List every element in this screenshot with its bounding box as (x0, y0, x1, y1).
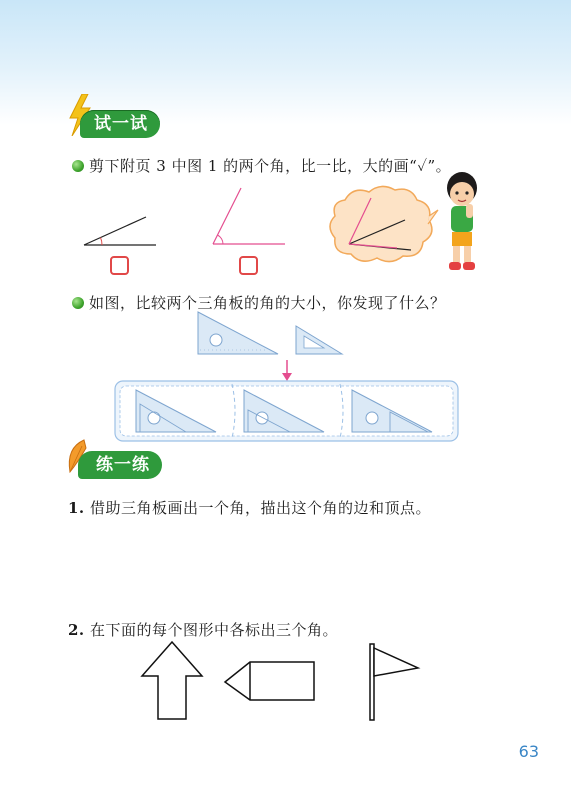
exercise-2-number: 2. (68, 621, 85, 639)
exercise-2-text: 在下面的每个图形中各标出三个角。 (89, 621, 338, 639)
section-badge-practice (78, 451, 162, 479)
arrow-up-shape[interactable] (140, 640, 204, 722)
green-bullet-icon (72, 297, 84, 309)
thought-cloud (325, 182, 440, 268)
exercise-1-text: 借助三角板画出一个角，描出这个角的边和顶点。 (89, 499, 431, 517)
flag-shape[interactable] (366, 642, 422, 722)
set-square-small (294, 324, 344, 358)
section-title-try: 试一试 (94, 114, 148, 134)
thinking-boy-illustration (440, 170, 484, 274)
set-square-large (196, 310, 281, 358)
try-item-1-text: 剪下附页 3 中图 1 的两个角，比一比，大的画“✓”。 (89, 157, 452, 175)
exercise-1 (68, 497, 431, 518)
exercise-2 (68, 619, 338, 640)
answer-box-2[interactable] (239, 256, 258, 275)
green-bullet-icon (72, 160, 84, 172)
pencil-shape[interactable] (222, 660, 318, 704)
exercise-1-number: 1. (68, 499, 85, 517)
try-item-2-text: 如图，比较两个三角板的角的大小，你发现了什么？ (89, 294, 446, 312)
page-number: 63 (518, 742, 539, 761)
down-arrow-icon (280, 360, 294, 382)
section-title-practice: 练一练 (96, 455, 150, 475)
comparison-panel (114, 380, 459, 442)
angle-small-figure (80, 210, 162, 250)
section-badge-try (80, 110, 160, 138)
answer-box-1[interactable] (110, 256, 129, 275)
angle-large-figure (205, 184, 290, 250)
